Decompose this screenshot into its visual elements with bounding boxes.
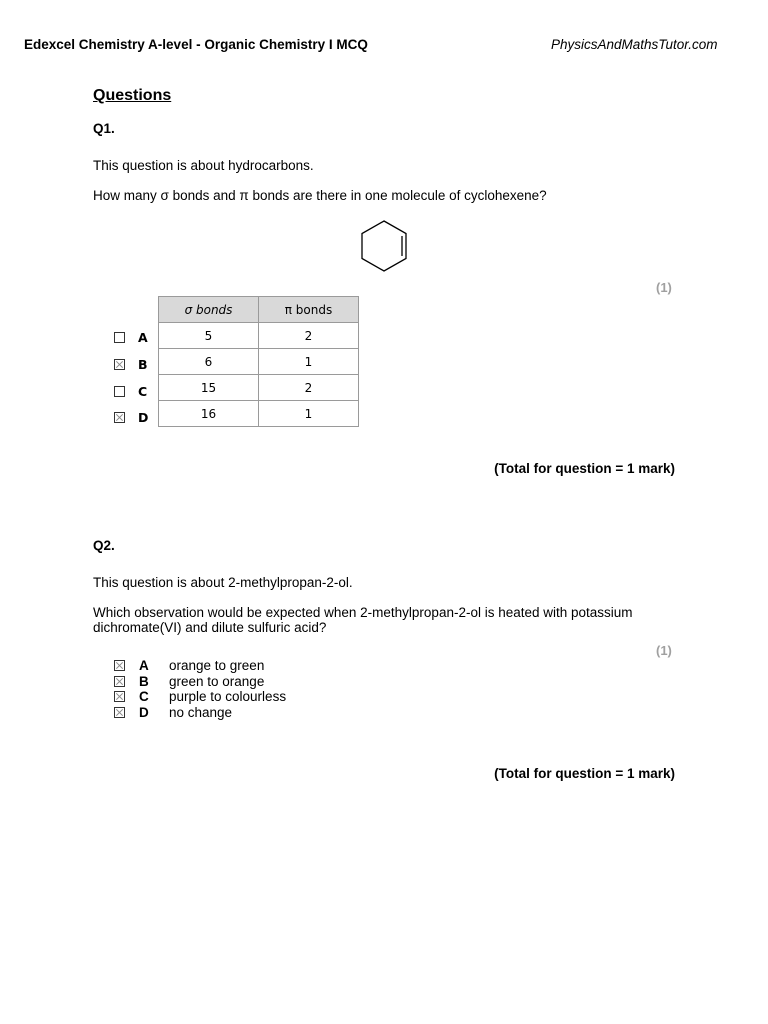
option-text: no change [169, 705, 233, 720]
cell-sigma: 6 [159, 349, 259, 375]
table-row [159, 349, 359, 375]
cell-pi: 2 [259, 375, 359, 401]
checkbox-d[interactable] [114, 707, 125, 718]
checkbox-c[interactable] [114, 386, 125, 397]
q1-intro: This question is about hydrocarbons. [93, 158, 314, 173]
q1-option-c[interactable] [114, 378, 147, 405]
q2-total: (Total for question = 1 mark) [494, 766, 675, 781]
option-label: D [138, 410, 149, 425]
option-text: green to orange [169, 674, 265, 689]
option-letter: B [139, 674, 149, 689]
q2-marks: (1) [656, 643, 672, 658]
cell-pi: 1 [259, 349, 359, 375]
q2-prompt-line2: dichromate(VI) and dilute sulfuric acid? [93, 620, 327, 635]
q1-marks: (1) [656, 280, 672, 295]
option-label: C [138, 384, 148, 399]
header-pi-bonds: π bonds [259, 297, 359, 323]
cell-sigma: 5 [159, 323, 259, 349]
option-letter: A [139, 658, 149, 673]
option-letter: C [139, 689, 149, 704]
site-name: PhysicsAndMathsTutor.com [551, 37, 718, 52]
document-title: Edexcel Chemistry A-level - Organic Chemistry I MCQ [24, 37, 368, 52]
q1-option-b[interactable] [114, 351, 148, 378]
q2-prompt-line1: Which observation would be expected when 2-methylpropan-2-ol is heated with potassium [93, 605, 633, 620]
section-heading: Questions [93, 87, 172, 104]
option-text: orange to green [169, 658, 265, 673]
cell-sigma: 16 [159, 401, 259, 427]
option-label: A [138, 330, 148, 345]
table-row [159, 401, 359, 427]
table-row [159, 375, 359, 401]
q1-option-a[interactable] [114, 324, 148, 351]
q2-option-c[interactable] [114, 689, 286, 704]
option-text: purple to colourless [169, 689, 287, 704]
table-row [159, 323, 359, 349]
cell-pi: 2 [259, 323, 359, 349]
q2-option-b[interactable] [114, 674, 264, 689]
checkbox-b[interactable] [114, 359, 125, 370]
q2-number: Q2. [93, 538, 115, 553]
q2-option-a[interactable] [114, 658, 264, 673]
header-sigma-bonds: σ bonds [159, 297, 259, 323]
checkbox-b[interactable] [114, 676, 125, 687]
checkbox-c[interactable] [114, 691, 125, 702]
q1-number: Q1. [93, 121, 115, 136]
cyclohexene-structure [355, 218, 413, 274]
q1-option-d[interactable] [114, 404, 148, 431]
table-header-row [159, 297, 359, 323]
q1-prompt: How many σ bonds and π bonds are there in one molecule of cyclohexene? [93, 188, 547, 203]
q2-option-d[interactable] [114, 705, 232, 720]
option-label: B [138, 357, 148, 372]
checkbox-a[interactable] [114, 660, 125, 671]
checkbox-d[interactable] [114, 412, 125, 423]
q1-total: (Total for question = 1 mark) [494, 461, 675, 476]
cell-sigma: 15 [159, 375, 259, 401]
q1-answer-table [158, 296, 359, 427]
checkbox-a[interactable] [114, 332, 125, 343]
q2-intro: This question is about 2-methylpropan-2-ol. [93, 575, 353, 590]
option-letter: D [139, 705, 149, 720]
cell-pi: 1 [259, 401, 359, 427]
